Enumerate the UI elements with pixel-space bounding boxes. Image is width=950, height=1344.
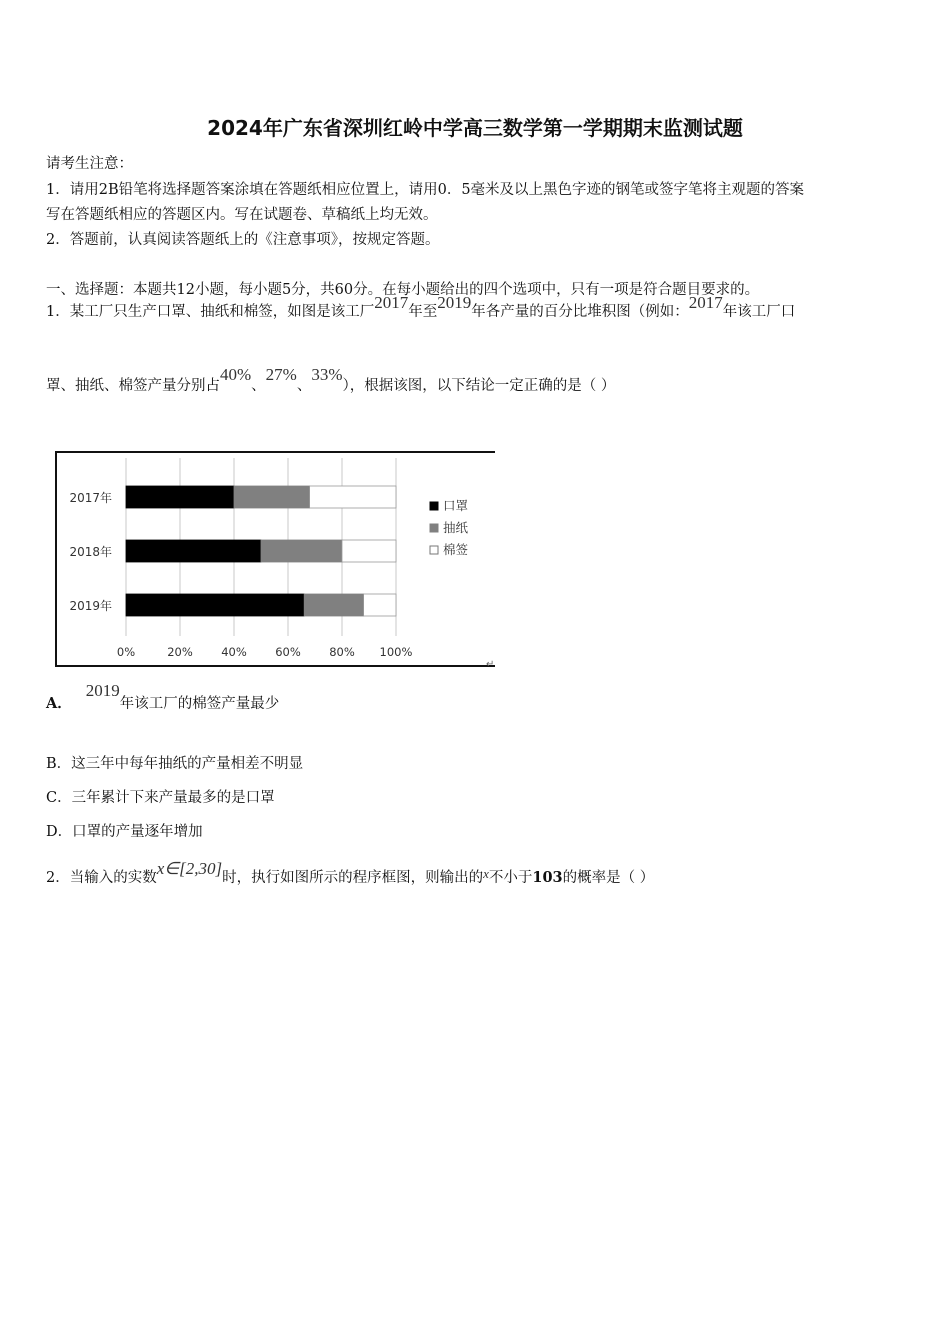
bar-segment [261, 540, 342, 562]
page-title: 2024年广东省深圳红岭中学高三数学第一学期期末监测试题 [207, 116, 743, 140]
q2-text-3: 不小于 [488, 870, 533, 886]
q1-math-year-2017: 2017 [374, 293, 409, 312]
option-a-math-2019: 2019 [85, 681, 120, 700]
q1-math-40pct: 40% [220, 365, 252, 384]
x-tick-label: 100% [379, 645, 413, 659]
notice-heading: 请考生注意： [46, 156, 133, 172]
q2-text-1: 2．当输入的实数 [46, 870, 157, 886]
option-a [46, 681, 280, 713]
q1-text-6: ），根据该图，以下结论一定正确的是（ ） [342, 378, 616, 394]
q1-text-5: 罩、抽纸、棉签产量分别占 [46, 378, 220, 394]
legend-label: 口罩 [443, 498, 469, 513]
option-b: B．这三年中每年抽纸的产量相差不明显 [46, 756, 304, 772]
y-category-label: 2017年 [69, 491, 112, 505]
q1-math-27pct: 27% [265, 365, 297, 384]
question-2 [46, 859, 655, 887]
q1-math-year-2017-example: 2017 [688, 293, 723, 312]
bar-segment [364, 594, 396, 616]
question-1-line-2 [46, 365, 616, 395]
section-heading: 一、选择题：本题共12小题，每小题5分，共60分。在每小题给出的四个选项中，只有一项是符合题目要求的。 [46, 282, 760, 298]
bar-segment [126, 540, 261, 562]
q1-text-3: 年各产量的百分比堆积图（例如： [471, 304, 689, 320]
option-c: C．三年累计下来产量最多的是口罩 [46, 790, 275, 806]
x-tick-label: 0% [116, 645, 136, 659]
notice-item-1-line-2: 写在答题纸相应的答题区内。写在试题卷、草稿纸上均无效。 [46, 207, 438, 223]
q2-text-4: 的概率是（ ） [562, 870, 655, 886]
legend-swatch [430, 524, 438, 532]
question-1-line-1 [46, 293, 796, 321]
y-category-label: 2019年 [69, 599, 112, 613]
legend-label: 抽纸 [443, 520, 469, 535]
q2-number: 103 [532, 869, 563, 886]
y-category-label: 2018年 [69, 545, 112, 559]
legend-swatch [430, 546, 438, 554]
q1-text-1: 1．某工厂只生产口罩、抽纸和棉签，如图是该工厂 [46, 304, 375, 320]
q2-math-x: x [483, 866, 489, 881]
legend-label: 棉签 [443, 542, 469, 557]
q1-math-year-2019: 2019 [437, 293, 472, 312]
q1-text-4: 年该工厂口 [722, 304, 796, 320]
chart-frame-right-gap [495, 450, 509, 668]
q1-math-33pct: 33% [311, 365, 343, 384]
option-a-label: A． [46, 695, 72, 712]
notice-item-1-line-1: 1．请用2B铅笔将选择题答案涂填在答题纸相应位置上，请用0．5毫米及以上黑色字迹的钢笔或签字笔将主观题的答案 [46, 182, 805, 198]
x-tick-label: 20% [167, 645, 193, 659]
q1-text-2: 年至 [408, 304, 438, 320]
bar-segment [126, 594, 304, 616]
x-tick-label: 80% [329, 645, 355, 659]
x-tick-label: 40% [221, 645, 247, 659]
q2-text-2: 时，执行如图所示的程序框图，则输出的 [222, 870, 484, 886]
option-a-text: 年该工厂的棉签产量最少 [119, 696, 280, 712]
bar-segment [234, 486, 310, 508]
bar-segment [342, 540, 396, 562]
stacked-percent-bar-chart [40, 440, 510, 680]
bar-segment [310, 486, 396, 508]
x-tick-label: 60% [275, 645, 301, 659]
q1-sep-2: 、 [296, 378, 312, 394]
option-d: D．口罩的产量逐年增加 [46, 824, 203, 840]
notice-item-2: 2．答题前，认真阅读答题纸上的《注意事项》，按规定答题。 [46, 232, 440, 248]
q1-sep-1: 、 [251, 378, 266, 394]
legend-swatch [430, 502, 438, 510]
bar-segment [126, 486, 234, 508]
bar-segment [304, 594, 363, 616]
return-mark-icon: ↵ [486, 659, 495, 670]
q2-math-domain: x∈[2,30] [156, 859, 223, 878]
